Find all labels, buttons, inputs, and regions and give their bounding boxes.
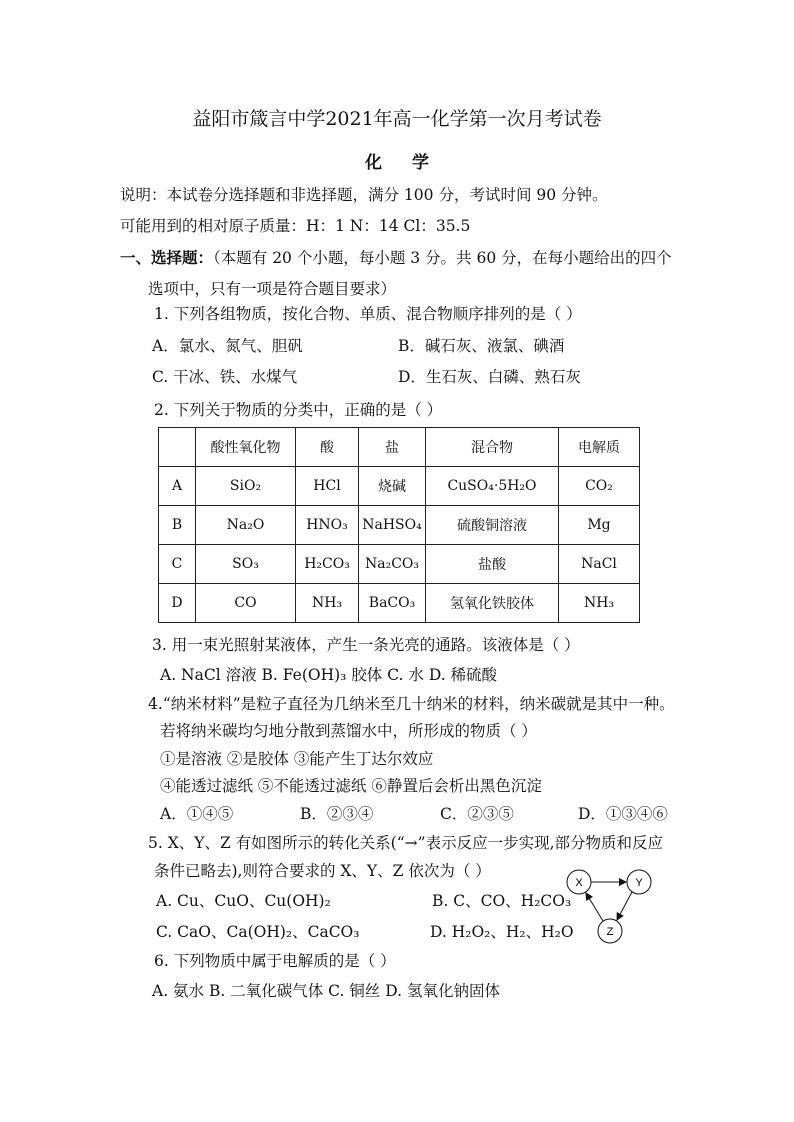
table-cell: SO₃ xyxy=(196,545,296,584)
table-cell: B xyxy=(159,506,196,545)
q4-option-d: D．①③④⑥ xyxy=(578,805,668,823)
table-cell: 氢氧化铁胶体 xyxy=(426,584,559,623)
table-cell: D xyxy=(159,584,196,623)
table-cell: A xyxy=(159,467,196,506)
q5-option-d: D. H₂O₂、H₂、H₂O xyxy=(430,923,574,941)
q4-option-a: A．①④⑤ xyxy=(160,805,234,823)
table-cell: NH₃ xyxy=(296,584,359,623)
table-cell: SiO₂ xyxy=(196,467,296,506)
q4-items-1: ①是溶液 ②是胶体 ③能产生丁达尔效应 xyxy=(160,750,434,768)
table-row xyxy=(159,545,640,584)
table-header-cell: 酸 xyxy=(296,428,359,467)
section-label: 一、选择题： xyxy=(120,248,214,267)
table-cell: 烧碱 xyxy=(359,467,426,506)
node-z-label: Z xyxy=(606,926,614,938)
table-cell: 盐酸 xyxy=(426,545,559,584)
table-cell: HNO₃ xyxy=(296,506,359,545)
q1-option-d: D．生石灰、白磷、熟石灰 xyxy=(398,368,581,386)
q4-stem-2: 若将纳米碳均匀地分散到蒸馏水中，所形成的物质（ ） xyxy=(160,722,537,740)
table-header-cell xyxy=(159,428,196,467)
table-header-cell: 电解质 xyxy=(559,428,640,467)
table-header-cell: 混合物 xyxy=(426,428,559,467)
q6-options: A. 氨水 B. 二氧化碳气体 C. 铜丝 D. 氢氧化钠固体 xyxy=(152,982,500,1000)
q1-option-b: B．碱石灰、液氯、碘酒 xyxy=(398,337,565,355)
section-heading xyxy=(120,247,672,269)
table-cell: Na₂CO₃ xyxy=(359,545,426,584)
table-cell: H₂CO₃ xyxy=(296,545,359,584)
exam-title: 益阳市箴言中学2021年高一化学第一次月考试卷 xyxy=(192,108,602,130)
table-cell: NaCl xyxy=(559,545,640,584)
q4-items-2: ④能透过滤纸 ⑤不能透过滤纸 ⑥静置后会析出黑色沉淀 xyxy=(160,777,542,795)
q5-option-a: A. Cu、CuO、Cu(OH)₂ xyxy=(156,892,331,910)
atomic-masses: 可能用到的相对原子质量：H：1 N：14 Cl：35.5 xyxy=(120,217,471,235)
table-header-cell: 盐 xyxy=(359,428,426,467)
arrow-z-to-x xyxy=(586,893,603,921)
q2-stem: 2. 下列关于物质的分类中，正确的是（ ） xyxy=(154,401,443,419)
conversion-diagram xyxy=(560,862,670,948)
q4-option-c: C．②③⑤ xyxy=(440,805,514,823)
table-cell: C xyxy=(159,545,196,584)
q1-stem: 1. 下列各组物质，按化合物、单质、混合物顺序排列的是（ ） xyxy=(154,305,582,323)
table-row xyxy=(159,506,640,545)
table-header-row xyxy=(159,428,640,467)
q4-stem-1: 4.“纳米材料”是粒子直径为几纳米至几十纳米的材料，纳米碳就是其中一种。 xyxy=(148,695,675,713)
table-cell: NH₃ xyxy=(559,584,640,623)
q1-option-a: A．氯水、氮气、胆矾 xyxy=(152,337,303,355)
table-cell: NaHSO₄ xyxy=(359,506,426,545)
table-cell: CO xyxy=(196,584,296,623)
q5-option-c: C. CaO、Ca(OH)₂、CaCO₃ xyxy=(156,923,360,941)
classification-table xyxy=(158,427,640,623)
table-row xyxy=(159,467,640,506)
section-desc: （本题有 20 个小题，每小题 3 分。共 60 分，在每小题给出的四个 xyxy=(213,249,672,267)
table-cell: HCl xyxy=(296,467,359,506)
q5-stem-1: 5. X、Y、Z 有如图所示的转化关系(“→”表示反应一步实现,部分物质和反应 xyxy=(148,834,663,852)
q3-options: A. NaCl 溶液 B. Fe(OH)₃ 胶体 C. 水 D. 稀硫酸 xyxy=(160,666,498,684)
q6-stem: 6. 下列物质中属于电解质的是（ ） xyxy=(154,952,396,970)
instructions: 说明：本试卷分选择题和非选择题，满分 100 分，考试时间 90 分钟。 xyxy=(120,186,608,204)
q5-stem-2: 条件已略去),则符合要求的 X、Y、Z 依次为（ ） xyxy=(154,862,491,880)
subject-title: 化学 xyxy=(365,153,459,173)
table-cell: CuSO₄·5H₂O xyxy=(426,467,559,506)
section-desc-2: 选项中，只有一项是符合题目要求） xyxy=(148,280,397,298)
table-cell: Mg xyxy=(559,506,640,545)
q4-option-b: B．②③④ xyxy=(300,805,374,823)
table-cell: BaCO₃ xyxy=(359,584,426,623)
q1-option-c: C. 干冰、铁、水煤气 xyxy=(152,368,298,386)
table-cell: CO₂ xyxy=(559,467,640,506)
table-cell: Na₂O xyxy=(196,506,296,545)
table-header-cell: 酸性氧化物 xyxy=(196,428,296,467)
table-row xyxy=(159,584,640,623)
node-y-label: Y xyxy=(635,877,643,889)
table-cell: 硫酸铜溶液 xyxy=(426,506,559,545)
node-x-label: X xyxy=(575,877,583,889)
q3-stem: 3. 用一束光照射某液体，产生一条光亮的通路。该液体是（ ） xyxy=(152,636,580,654)
arrow-y-to-z xyxy=(617,892,632,920)
q5-option-b: B. C、CO、H₂CO₃ xyxy=(432,892,572,910)
